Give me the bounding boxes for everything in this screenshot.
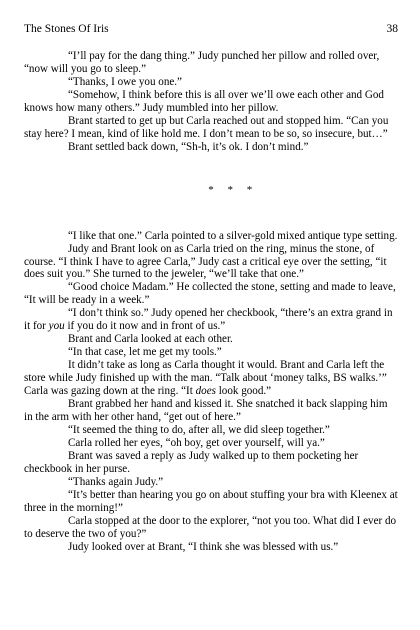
page-number: 38 [386,23,398,35]
emphasized-word: you [48,320,65,333]
book-title: The Stones Of Iris [24,23,109,35]
paragraph: Brant and Carla looked at each other. [68,333,233,346]
paragraph: “In that case, let me get my tools.” [68,346,222,359]
paragraph: Carla rolled her eyes, “oh boy, get over yourself, will ya.” [68,436,325,449]
paragraph: Brant grabbed her hand and kissed it. She snatched it back slapping him in the arm with her other hand, “get out of here.” [24,398,388,423]
paragraph: “Somehow, I think before this is all over we’ll owe each other and God knows how many others.” Judy mumbled into her pillow. [24,88,384,114]
paragraph: “It seemed the thing to do, after all, we did sleep together.” [68,423,330,436]
page-body [24,50,398,553]
paragraph: Brant settled back down, “Sh-h, it’s ok. I don’t mind.” [68,140,309,153]
scene-break: * * * [208,183,258,196]
paragraph: Judy looked over at Brant, “I think she was blessed with us.” [68,540,339,553]
paragraph [24,359,398,398]
section-before-break [24,50,398,154]
paragraph-text: “I don’t think so.” Judy opened her checkbook, “there’s an extra grand in it for [24,307,393,333]
paragraph: “I’ll pay for the dang thing.” Judy punched her pillow and rolled over, “now will you go to sleep.” [24,50,380,75]
paragraph [24,307,398,333]
paragraph: Brant was saved a reply as Judy walked up to them pocketing her checkbook in her purse. [24,449,359,475]
paragraph: “Good choice Madam.” He collected the stone, setting and made to leave, “It will be ready in a week.” [24,281,396,307]
paragraph: Judy and Brant look on as Carla tried on the ring, minus the stone, of course. “I think I have to agree Carla,” Judy cast a critical eye over the setting, “it does suit you.” She turned to the jeweler, “we’ll take that one.” [24,242,387,281]
paragraph-text: look good.” [215,385,272,398]
emphasized-word: does [195,385,216,398]
paragraph: Carla stopped at the door to the explorer, “not you too. What did I ever do to deserve the two of you?” [24,514,397,540]
paragraph: “Thanks, I owe you one.” [68,75,182,88]
paragraph: “It’s better than hearing you go on about stuffing your bra with Kleenex at three in the morning!” [24,488,398,514]
paragraph-text: if you do it now and in front of us.” [64,320,226,333]
paragraph: “I like that one.” Carla pointed to a silver-gold mixed antique type setting. [68,229,398,242]
section-after-break [24,230,398,554]
paragraph: “Thanks again Judy.” [68,475,164,488]
running-header [24,22,398,36]
paragraph-text: It didn’t take as long as Carla thought it would. Brant and Carla left the store while Judy finished up with the man. “Talk about ‘money talks, BS walks.’” Carla was gazing down at the ring. “It [24,359,387,398]
paragraph: Brant started to get up but Carla reached out and stopped him. “Can you stay here? I mean, kind of like hold me. I don’t mean to be so, so insecure, but…” [24,114,389,140]
